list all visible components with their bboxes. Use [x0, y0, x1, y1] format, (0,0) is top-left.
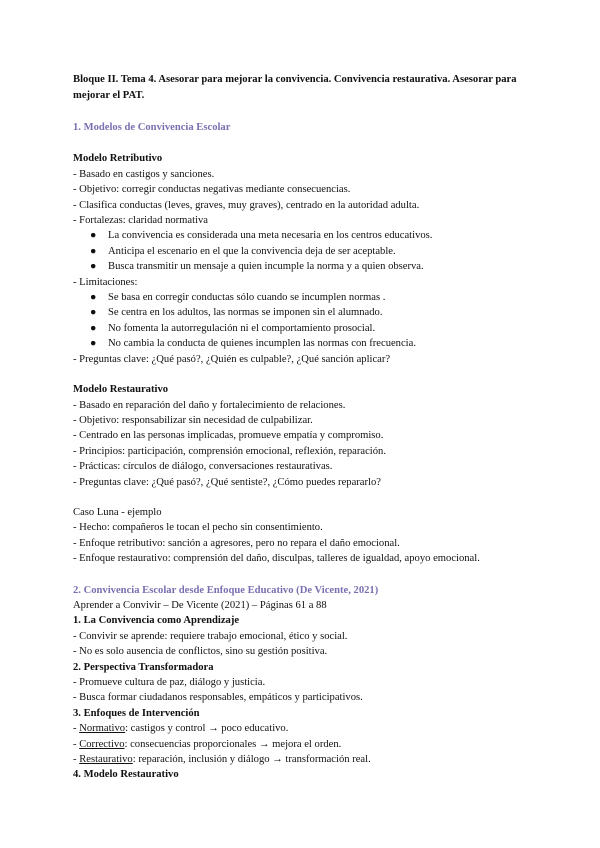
limitacion-item	[73, 321, 540, 336]
fortaleza-text: La convivencia es considerada una meta necesaria en los centros educativos.	[108, 230, 433, 242]
dash-marker: -	[73, 754, 80, 766]
point-3-heading: 3. Enfoques de Intervención	[73, 707, 200, 719]
caso-line: - Enfoque restaurativo: comprensión del daño, disculpas, talleres de igualdad, apoyo emocional.	[73, 553, 480, 565]
enfoque-desc: : castigos y control → poco educativo.	[125, 723, 289, 735]
section-1-heading: 1. Modelos de Convivencia Escolar	[73, 122, 231, 133]
fortaleza-text: Anticipa el escenario en el que la convivencia deja de ser aceptable.	[108, 245, 396, 257]
limitacion-item	[73, 305, 540, 320]
fortaleza-item	[73, 228, 540, 243]
point-1-line: - Convivir se aprende: requiere trabajo emocional, ético y social.	[73, 630, 348, 642]
fortaleza-text: Busca transmitir un mensaje a quien incumple la norma y a quien observa.	[108, 261, 424, 273]
bullet-icon: ●	[90, 322, 97, 334]
restaurativo-block	[73, 382, 540, 490]
limitacion-item	[73, 290, 540, 305]
retributivo-line: - Clasifica conductas (leves, graves, muy graves), centrado en la autoridad adulta.	[73, 199, 420, 211]
point-2-line: - Promueve cultura de paz, diálogo y justicia.	[73, 677, 266, 688]
enfoque-item	[73, 752, 540, 767]
limitacion-text: No fomenta la autorregulación ni el comportamiento prosocial.	[108, 322, 376, 334]
limitaciones-label: - Limitaciones:	[73, 276, 138, 288]
enfoque-desc: : consecuencias proporcionales → mejora el orden.	[124, 738, 342, 750]
section-2-body	[73, 598, 540, 783]
bullet-icon: ●	[90, 338, 97, 350]
retributivo-line: - Fortalezas: claridad normativa	[73, 215, 209, 227]
dash-marker: -	[73, 738, 80, 750]
retributivo-preguntas: - Preguntas clave: ¿Qué pasó?, ¿Quién es culpable?, ¿Qué sanción aplicar?	[73, 353, 391, 365]
bullet-icon: ●	[90, 230, 97, 242]
caso-luna-block	[73, 505, 540, 567]
enfoque-term: Correctivo	[79, 738, 125, 750]
point-4-heading: 4. Modelo Restaurativo	[73, 769, 179, 781]
caso-luna-heading: Caso Luna - ejemplo	[73, 506, 162, 518]
bullet-icon: ●	[90, 292, 97, 304]
retributivo-line: - Objetivo: corregir conductas negativas mediante consecuencias.	[73, 184, 351, 196]
bullet-icon: ●	[90, 245, 97, 257]
bullet-icon: ●	[90, 261, 97, 273]
limitacion-item	[73, 336, 540, 351]
restaurativo-line: - Principios: participación, comprensión emocional, reflexión, reparación.	[73, 445, 386, 457]
page-title: Bloque II. Tema 4. Asesorar para mejorar la convivencia. Convivencia restaurativa. Asesorar para mejorar el PAT.	[73, 74, 517, 101]
enfoque-item	[73, 737, 540, 752]
restaurativo-line: - Objetivo: responsabilizar sin necesidad de culpabilizar.	[73, 414, 313, 426]
limitacion-text: Se centra en los adultos, las normas se imponen sin el alumnado.	[108, 307, 383, 319]
section-2-heading: 2. Convivencia Escolar desde Enfoque Educativo (De Vicente, 2021)	[73, 584, 379, 596]
caso-line: - Enfoque retributivo: sanción a agresores, pero no repara el daño emocional.	[73, 537, 400, 549]
point-1-line: - No es solo ausencia de conflictos, sino su gestión positiva.	[73, 646, 328, 658]
restaurativo-line: - Prácticas: círculos de diálogo, conversaciones restaurativas.	[73, 461, 333, 473]
retributivo-heading: Modelo Retributivo	[73, 153, 163, 165]
limitacion-text: No cambia la conducta de quienes incumplen las normas con frecuencia.	[108, 338, 416, 350]
enfoque-term: Normativo	[79, 723, 126, 735]
fortaleza-item	[73, 244, 540, 259]
point-2-line: - Busca formar ciudadanos responsables, empáticos y participativos.	[73, 692, 363, 704]
retributivo-block	[73, 151, 540, 367]
fortaleza-item	[73, 259, 540, 274]
restaurativo-heading: Modelo Restaurativo	[73, 384, 169, 396]
dash-marker: -	[73, 723, 80, 735]
source-reference: Aprender a Convivir – De Vicente (2021) – Páginas 61 a 88	[73, 599, 327, 611]
caso-line: - Hecho: compañeros le tocan el pecho sin consentimiento.	[73, 522, 323, 534]
restaurativo-line: - Centrado en las personas implicadas, promueve empatía y compromiso.	[73, 430, 384, 442]
restaurativo-line: - Basado en reparación del daño y fortalecimiento de relaciones.	[73, 399, 346, 411]
restaurativo-line: - Preguntas clave: ¿Qué pasó?, ¿Qué sentiste?, ¿Cómo puedes repararlo?	[73, 476, 381, 488]
enfoque-desc: : reparación, inclusión y diálogo → transformación real.	[132, 754, 371, 766]
enfoque-term: Restaurativo	[79, 754, 133, 766]
retributivo-line: - Basado en castigos y sanciones.	[73, 168, 215, 180]
limitacion-text: Se basa en corregir conductas sólo cuando se incumplen normas .	[108, 292, 386, 304]
point-2-heading: 2. Perspectiva Transformadora	[73, 661, 214, 673]
bullet-icon: ●	[90, 307, 97, 319]
point-1-heading: 1. La Convivencia como Aprendizaje	[73, 615, 240, 627]
enfoque-item	[73, 721, 540, 736]
